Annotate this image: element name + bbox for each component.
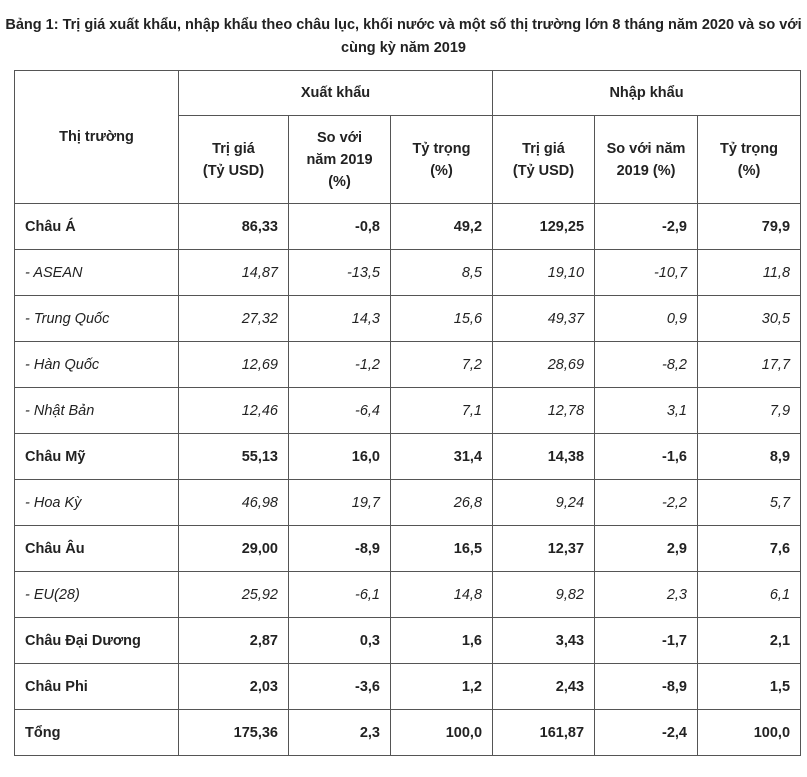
market-name: - EU(28)	[15, 572, 179, 618]
market-name: - Trung Quốc	[15, 296, 179, 342]
export-value: 55,13	[179, 434, 289, 480]
export-change: -6,1	[289, 572, 391, 618]
header-import-change	[595, 116, 698, 204]
table-row	[15, 434, 801, 480]
export-share: 7,1	[391, 388, 493, 434]
import-value: 9,24	[493, 480, 595, 526]
import-value: 129,25	[493, 204, 595, 250]
import-change: -2,2	[595, 480, 698, 526]
table-row	[15, 296, 801, 342]
import-change: -2,9	[595, 204, 698, 250]
import-value: 12,78	[493, 388, 595, 434]
import-share: 1,5	[698, 664, 801, 710]
export-value: 12,46	[179, 388, 289, 434]
import-share: 79,9	[698, 204, 801, 250]
import-share: 7,6	[698, 526, 801, 572]
import-change: 2,9	[595, 526, 698, 572]
header-change-line1: So với năm	[606, 140, 686, 157]
table-row	[15, 204, 801, 250]
header-import-group: Nhập khẩu	[493, 71, 801, 116]
export-change: 14,3	[289, 296, 391, 342]
export-value: 27,32	[179, 296, 289, 342]
import-share: 100,0	[698, 710, 801, 756]
import-share: 5,7	[698, 480, 801, 526]
export-share: 7,2	[391, 342, 493, 388]
import-value: 12,37	[493, 526, 595, 572]
import-change: -10,7	[595, 250, 698, 296]
table-row	[15, 388, 801, 434]
market-name: Tổng	[15, 710, 179, 756]
header-export-change	[289, 116, 391, 204]
market-name: Châu Đại Dương	[15, 618, 179, 664]
export-share: 8,5	[391, 250, 493, 296]
import-change: -8,2	[595, 342, 698, 388]
import-share: 8,9	[698, 434, 801, 480]
market-name: Châu Âu	[15, 526, 179, 572]
table-row	[15, 480, 801, 526]
import-change: -1,7	[595, 618, 698, 664]
export-share: 14,8	[391, 572, 493, 618]
header-value-line1: Trị giá	[212, 140, 255, 157]
header-import-share	[698, 116, 801, 204]
export-share: 1,6	[391, 618, 493, 664]
export-change: -13,5	[289, 250, 391, 296]
header-change-line3: (%)	[328, 173, 351, 190]
table-row-total	[15, 710, 801, 756]
market-name: - Hàn Quốc	[15, 342, 179, 388]
header-value-line2: (Tỷ USD)	[512, 162, 575, 179]
table-caption: Bảng 1: Trị giá xuất khẩu, nhập khẩu theo châu lục, khối nước và một số thị trường lớn 8 tháng năm 2020 và so với cùng kỳ năm 2019	[5, 17, 802, 56]
header-market: Thị trường	[15, 71, 179, 204]
export-change: -8,9	[289, 526, 391, 572]
export-value: 14,87	[179, 250, 289, 296]
header-share-line2: (%)	[737, 162, 761, 179]
import-share: 11,8	[698, 250, 801, 296]
import-value: 14,38	[493, 434, 595, 480]
export-change: -1,2	[289, 342, 391, 388]
table-row	[15, 618, 801, 664]
export-value: 12,69	[179, 342, 289, 388]
table-row	[15, 572, 801, 618]
table-row	[15, 664, 801, 710]
market-name: - ASEAN	[15, 250, 179, 296]
header-export-group: Xuất khẩu	[179, 71, 493, 116]
export-value: 29,00	[179, 526, 289, 572]
market-name: - Nhật Bản	[15, 388, 179, 434]
import-share: 6,1	[698, 572, 801, 618]
export-share: 31,4	[391, 434, 493, 480]
import-change: -2,4	[595, 710, 698, 756]
market-name: Châu Phi	[15, 664, 179, 710]
header-import-value	[493, 116, 595, 204]
export-share: 49,2	[391, 204, 493, 250]
export-share: 26,8	[391, 480, 493, 526]
export-value: 25,92	[179, 572, 289, 618]
import-value: 3,43	[493, 618, 595, 664]
export-change: 0,3	[289, 618, 391, 664]
header-export-share	[391, 116, 493, 204]
header-value-line2: (Tỷ USD)	[202, 162, 265, 179]
export-value: 2,87	[179, 618, 289, 664]
header-share-line1: Tỷ trọng	[412, 140, 471, 157]
import-value: 9,82	[493, 572, 595, 618]
export-value: 46,98	[179, 480, 289, 526]
market-name: Châu Á	[15, 204, 179, 250]
header-change-line2: 2019 (%)	[616, 162, 676, 179]
trade-table	[14, 70, 801, 756]
import-value: 161,87	[493, 710, 595, 756]
import-value: 28,69	[493, 342, 595, 388]
import-share: 2,1	[698, 618, 801, 664]
header-change-line1: So với	[317, 129, 362, 146]
table-row	[15, 342, 801, 388]
export-share: 100,0	[391, 710, 493, 756]
export-change: 2,3	[289, 710, 391, 756]
header-share-line2: (%)	[430, 162, 453, 179]
header-export-value	[179, 116, 289, 204]
export-share: 15,6	[391, 296, 493, 342]
import-change: 3,1	[595, 388, 698, 434]
import-value: 49,37	[493, 296, 595, 342]
header-share-line1: Tỷ trọng	[720, 140, 779, 157]
export-value: 2,03	[179, 664, 289, 710]
import-change: 2,3	[595, 572, 698, 618]
import-value: 19,10	[493, 250, 595, 296]
header-value-line1: Trị giá	[522, 140, 565, 157]
header-row-groups	[15, 71, 801, 116]
export-change: -0,8	[289, 204, 391, 250]
header-change-line2: năm 2019	[306, 151, 373, 168]
import-change: -8,9	[595, 664, 698, 710]
export-share: 16,5	[391, 526, 493, 572]
table-row	[15, 250, 801, 296]
market-name: Châu Mỹ	[15, 434, 179, 480]
export-change: 16,0	[289, 434, 391, 480]
import-share: 30,5	[698, 296, 801, 342]
export-change: 19,7	[289, 480, 391, 526]
export-value: 86,33	[179, 204, 289, 250]
table-row	[15, 526, 801, 572]
import-value: 2,43	[493, 664, 595, 710]
import-share: 7,9	[698, 388, 801, 434]
export-value: 175,36	[179, 710, 289, 756]
export-change: -6,4	[289, 388, 391, 434]
import-change: 0,9	[595, 296, 698, 342]
import-change: -1,6	[595, 434, 698, 480]
import-share: 17,7	[698, 342, 801, 388]
market-name: - Hoa Kỳ	[15, 480, 179, 526]
export-share: 1,2	[391, 664, 493, 710]
export-change: -3,6	[289, 664, 391, 710]
